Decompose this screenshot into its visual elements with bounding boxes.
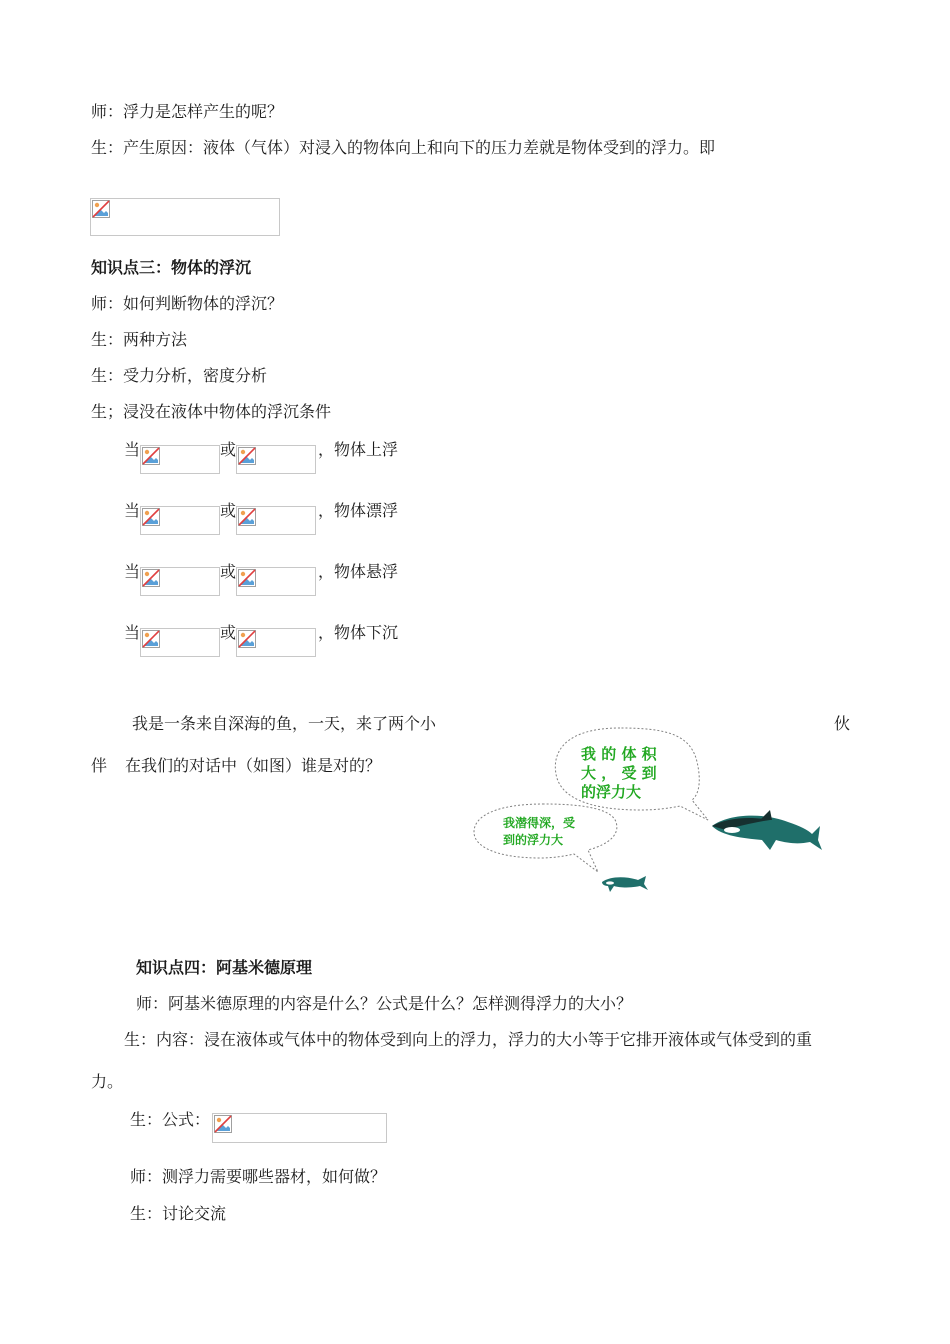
- broken-image-icon: [238, 569, 256, 587]
- condition-prefix: 当: [124, 440, 141, 459]
- teacher-question-2: 师：如何判断物体的浮沉？: [91, 294, 284, 313]
- teacher-question-4: 师：测浮力需要哪些器材，如何做？: [130, 1167, 387, 1186]
- fish-story-line-1-end: 伙: [834, 714, 851, 733]
- fish-story-line-2: 在我们的对话中（如图）谁是对的？: [125, 756, 382, 775]
- big-bubble-line: 我 的 体 积: [581, 745, 657, 763]
- condition-image-b: [236, 628, 316, 657]
- condition-or: 或: [220, 623, 237, 642]
- teacher-question-3: 师：阿基米德原理的内容是什么？公式是什么？怎样测得浮力的大小？: [136, 994, 633, 1013]
- broken-image-icon: [238, 447, 256, 465]
- section-heading-3: 知识点三：物体的浮沉: [91, 258, 252, 277]
- student-answer-6: 生：讨论交流: [130, 1204, 227, 1223]
- broken-image-icon: [142, 569, 160, 587]
- student-answer-5-cont: 力。: [91, 1072, 124, 1091]
- condition-result: ，物体下沉: [318, 623, 399, 642]
- broken-image-icon: [92, 200, 110, 218]
- condition-prefix: 当: [124, 562, 141, 581]
- broken-image-icon: [142, 447, 160, 465]
- condition-image-b: [236, 445, 316, 474]
- big-bubble-line: 大 ， 受 到: [581, 764, 657, 782]
- condition-image-b: [236, 506, 316, 535]
- broken-image-icon: [142, 508, 160, 526]
- condition-or: 或: [220, 440, 237, 459]
- condition-result: ，物体上浮: [318, 440, 399, 459]
- student-answer-5: 生：内容：浸在液体或气体中的物体受到向上的浮力，浮力的大小等于它排开液体或气体受到的重: [124, 1030, 813, 1049]
- formula-image-placeholder: [212, 1113, 387, 1143]
- student-answer-2: 生：两种方法: [91, 330, 188, 349]
- small-bubble-line: 我潜得深，受: [503, 816, 576, 830]
- student-answer-4: 生；浸没在液体中物体的浮沉条件: [91, 402, 332, 421]
- fish-story-line-2-start: 伴: [91, 756, 108, 775]
- condition-image-a: [140, 506, 220, 535]
- small-bubble-line: 到的浮力大: [503, 833, 564, 847]
- student-answer-1: 生：产生原因：液体（气体）对浸入的物体向上和向下的压力差就是物体受到的浮力。即: [91, 138, 716, 157]
- formula-image-placeholder: [90, 198, 280, 236]
- condition-prefix: 当: [124, 501, 141, 520]
- section-heading-4: 知识点四：阿基米德原理: [136, 958, 313, 977]
- broken-image-icon: [142, 630, 160, 648]
- condition-or: 或: [220, 501, 237, 520]
- teacher-question-1: 师：浮力是怎样产生的呢？: [91, 102, 284, 121]
- fish-story-line-1: 我是一条来自深海的鱼，一天，来了两个小: [132, 714, 437, 733]
- small-bubble-text: [503, 815, 575, 849]
- condition-result: ，物体悬浮: [318, 562, 399, 581]
- small-whale-icon: [602, 876, 648, 892]
- student-answer-3: 生：受力分析，密度分析: [91, 366, 268, 385]
- broken-image-icon: [238, 630, 256, 648]
- condition-image-b: [236, 567, 316, 596]
- condition-image-a: [140, 445, 220, 474]
- formula-label: 生：公式：: [130, 1110, 211, 1129]
- condition-image-a: [140, 628, 220, 657]
- big-bubble-line: 的浮力大: [581, 783, 642, 801]
- big-bubble-text: [581, 745, 657, 802]
- broken-image-icon: [238, 508, 256, 526]
- condition-result: ，物体漂浮: [318, 501, 399, 520]
- big-whale-icon: [712, 810, 822, 850]
- condition-prefix: 当: [124, 623, 141, 642]
- broken-image-icon: [214, 1115, 232, 1133]
- condition-or: 或: [220, 562, 237, 581]
- condition-image-a: [140, 567, 220, 596]
